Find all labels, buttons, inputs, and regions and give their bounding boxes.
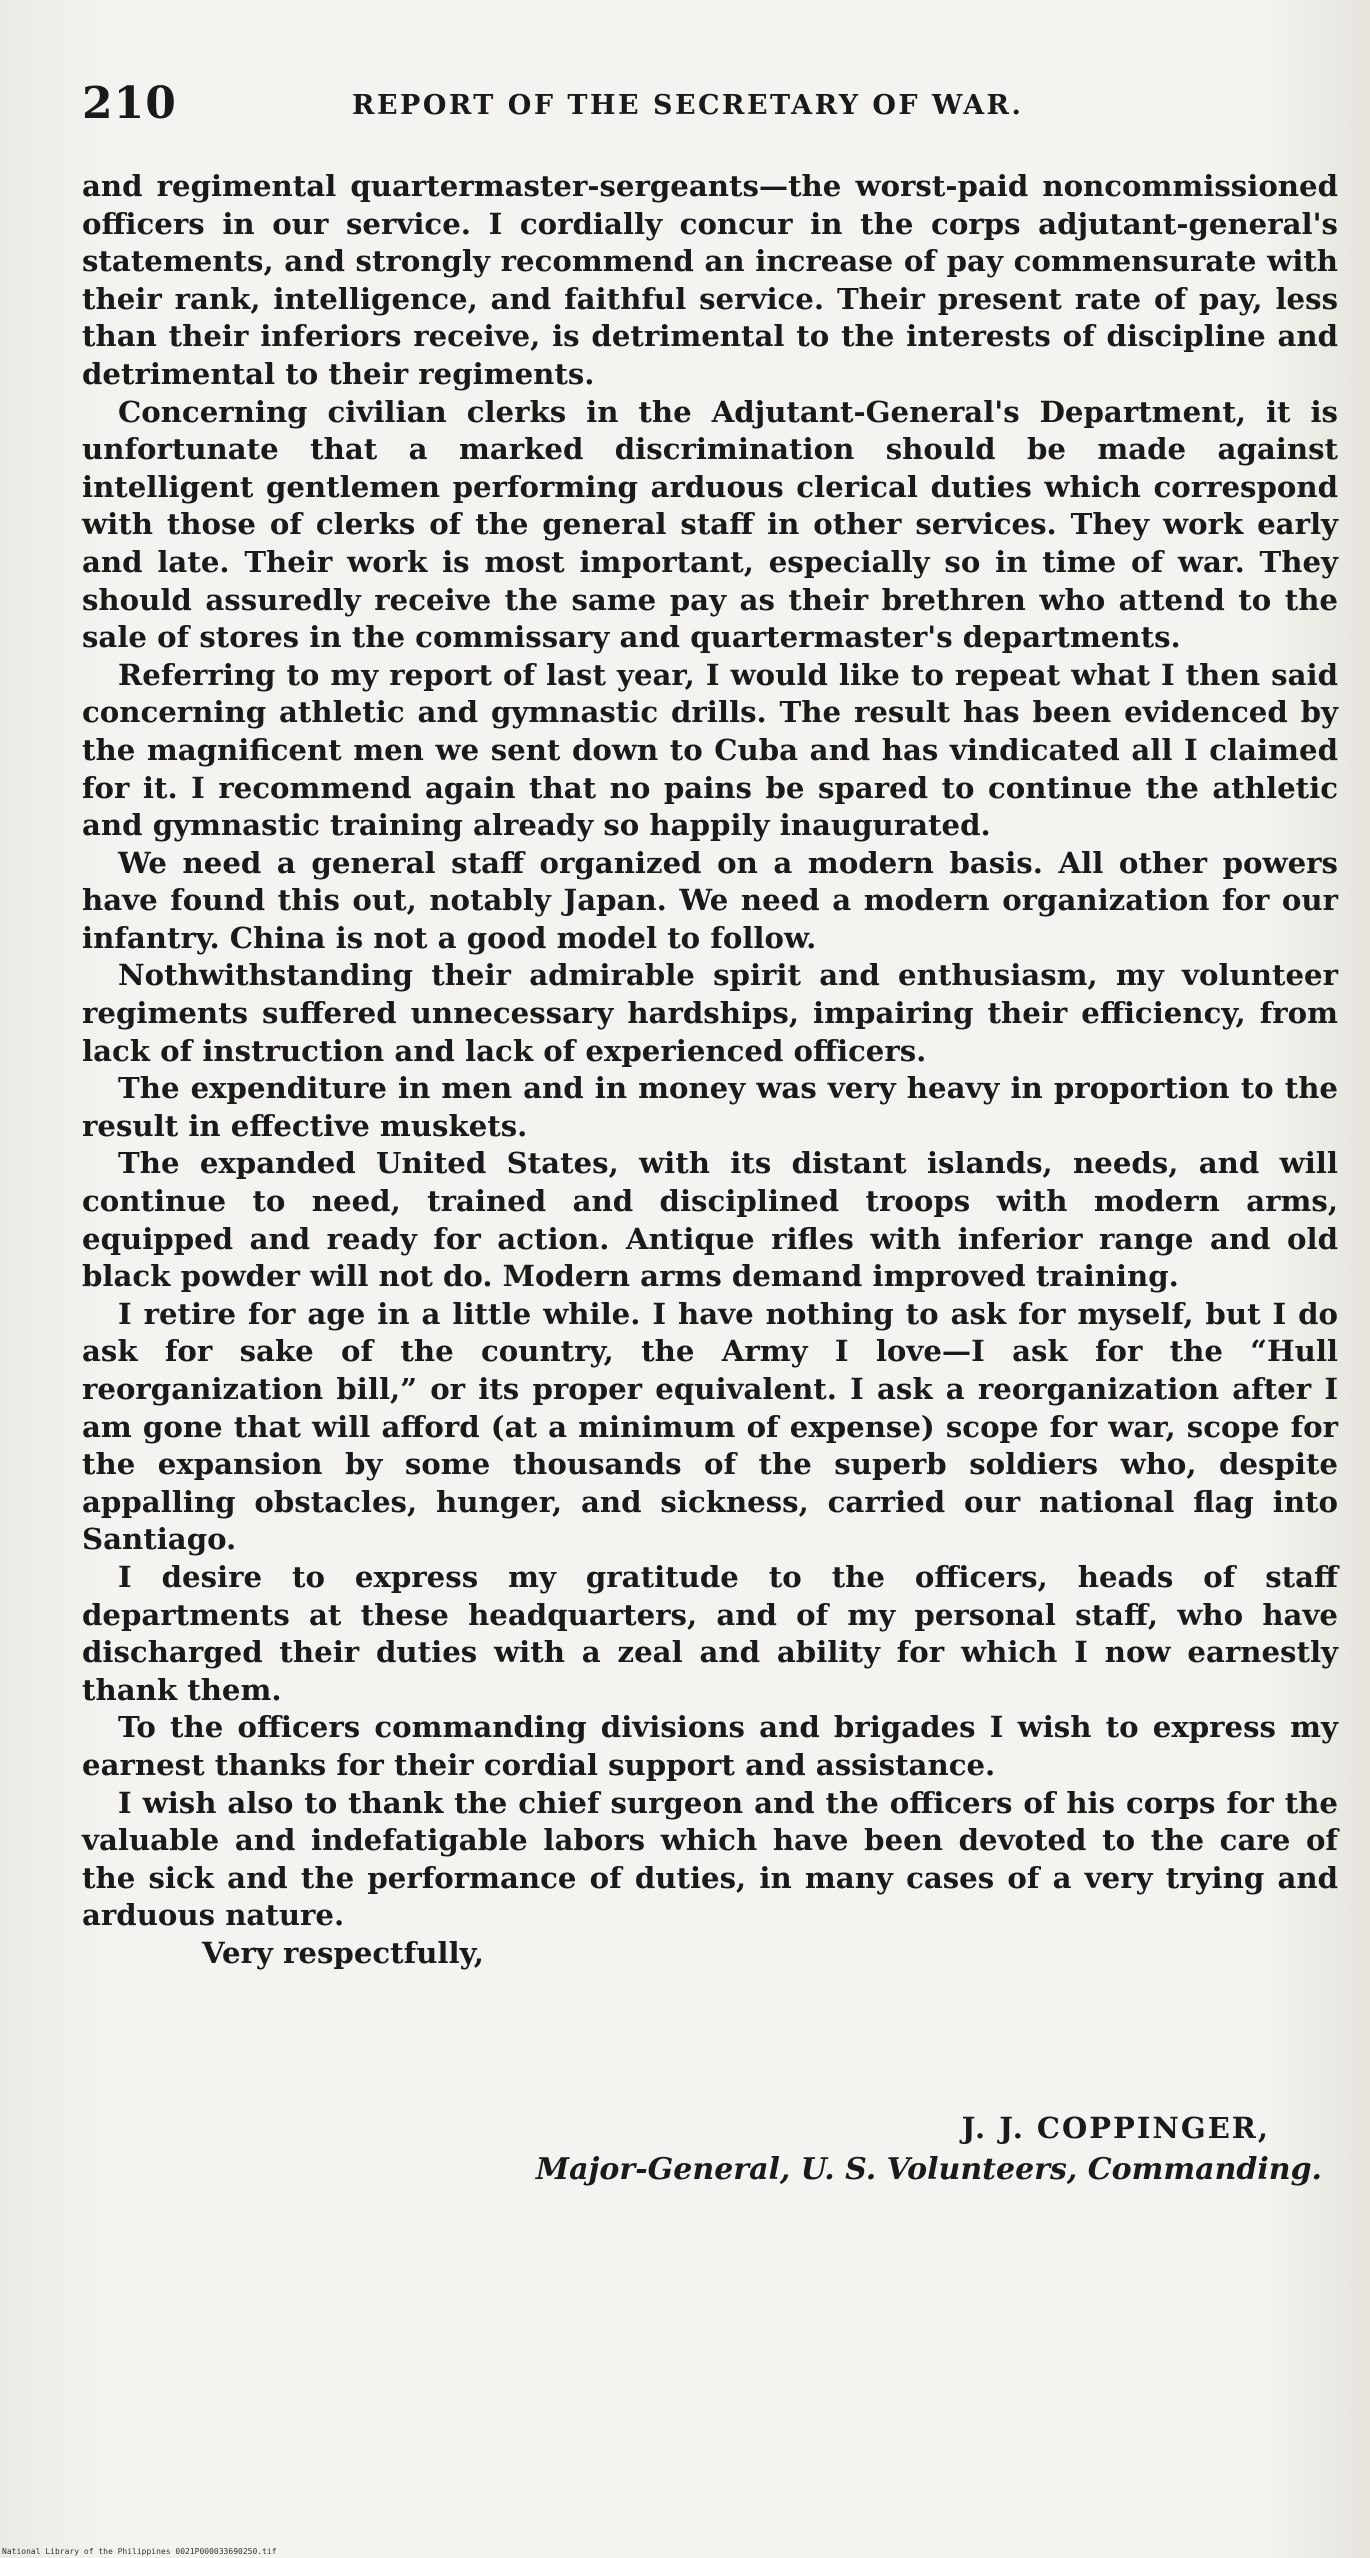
- paragraph: To the officers commanding divisions and brigades I wish to express my earnest thanks for their cordial support and assistance.: [82, 1710, 1338, 1782]
- paragraph: The expenditure in men and in money was very heavy in proportion to the result in effective muskets.: [82, 1071, 1338, 1143]
- paragraph: Referring to my report of last year, I would like to repeat what I then said concerning athletic and gymnastic drills. The result has been evidenced by the magnificent men we sent down to Cuba and has vindicated all I claimed for it. I recommend again that no pains be spared to continue the athletic and gymnastic training already so happily inaugurated.: [82, 657, 1338, 843]
- signature-block: [80, 2108, 1322, 2190]
- page-header: [82, 78, 1332, 138]
- paragraph: Nothwithstanding their admirable spirit and enthusiasm, my volunteer regiments suffered unnecessary hardships, impairing their efficiency, from lack of instruction and lack of experienced officers.: [82, 958, 1338, 1068]
- running-head: REPORT OF THE SECRETARY OF WAR.: [352, 90, 1024, 121]
- report-body: [82, 168, 1338, 1973]
- page-number: 210: [82, 78, 177, 129]
- signatory-title: Major-General, U. S. Volunteers, Commanding.: [535, 2152, 1322, 2187]
- closing-salutation: Very respectfully,: [202, 1935, 484, 1970]
- scan-footer: National Library of the Philippines 0021P000033690250.tif: [2, 2547, 277, 2556]
- paragraph: and regimental quartermaster-sergeants—the worst-paid noncommissioned officers in our service. I cordially concur in the corps adjutant-general's statements, and strongly recommend an increase of pay commensurate with their rank, intelligence, and faithful service. Their present rate of pay, less than their inferiors receive, is detrimental to the interests of discipline and detrimental to their regiments.: [82, 169, 1338, 391]
- paragraph: I retire for age in a little while. I have nothing to ask for myself, but I do ask for sake of the country, the Army I love—I ask for the “Hull reorganization bill,” or its proper equivalent. I ask a reorganization after I am gone that will afford (at a minimum of expense) scope for war, scope for the expansion by some thousands of the superb soldiers who, despite appalling obstacles, hunger, and sickness, carried our national flag into Santiago.: [82, 1296, 1338, 1557]
- paragraph: I wish also to thank the chief surgeon and the officers of his corps for the valuable and indefatigable labors which have been devoted to the care of the sick and the performance of duties, in many cases of a very trying and arduous nature.: [82, 1785, 1338, 1933]
- signatory-name: J. J. COPPINGER,: [961, 2111, 1270, 2145]
- paragraph: The expanded United States, with its distant islands, needs, and will continue to need, trained and disciplined troops with modern arms, equipped and ready for action. Antique rifles with inferior range and old black powder will not do. Modern arms demand improved training.: [82, 1146, 1338, 1294]
- paragraph: I desire to express my gratitude to the officers, heads of staff departments at these headquarters, and of my personal staff, who have discharged their duties with a zeal and ability for which I now earnestly thank them.: [82, 1559, 1338, 1707]
- paragraph: We need a general staff organized on a modern basis. All other powers have found this out, notably Japan. We need a modern organization for our infantry. China is not a good model to follow.: [82, 845, 1338, 955]
- paragraph: Concerning civilian clerks in the Adjutant-General's Department, it is unfortunate that a marked discrimination should be made against intelligent gentlemen performing arduous clerical duties which correspond with those of clerks of the general staff in other services. They work early and late. Their work is most important, especially so in time of war. They should assuredly receive the same pay as their brethren who attend to the sale of stores in the commissary and quartermaster's departments.: [82, 394, 1338, 655]
